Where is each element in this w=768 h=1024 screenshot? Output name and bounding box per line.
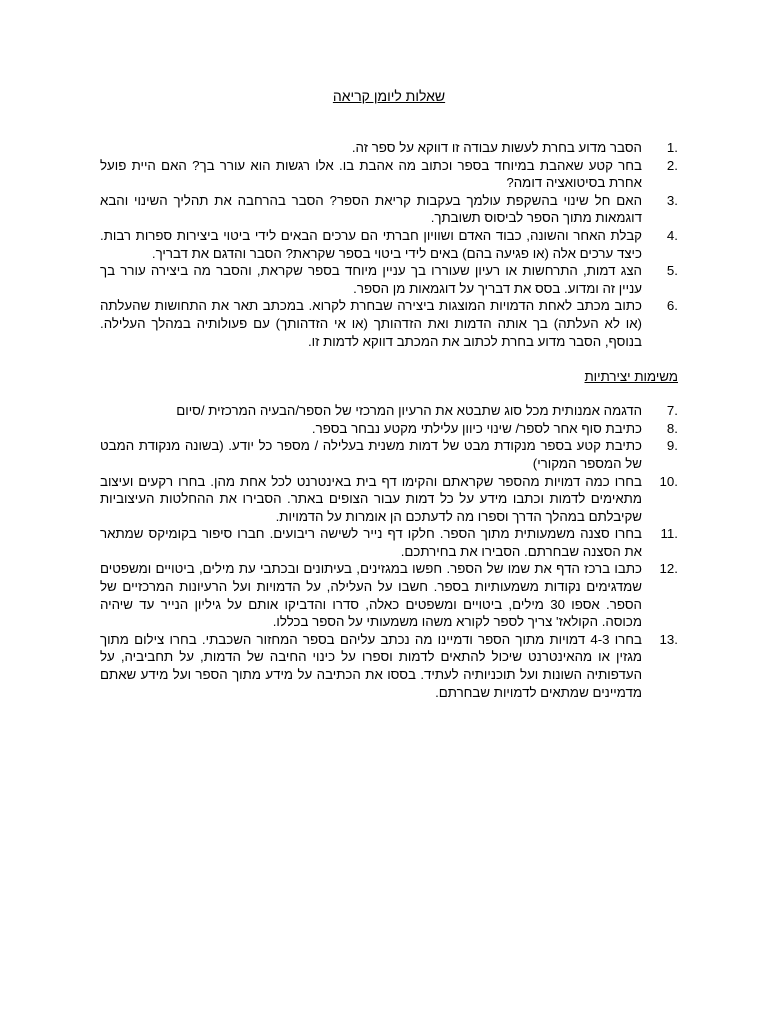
item-number: .4 [666,227,678,243]
list-item [100,420,678,438]
item-number: .10 [659,473,678,489]
list-item [100,192,678,227]
item-text: בחר קטע שאהבת במיוחד בספר וכתוב מה אהבת בו. אלו רגשות הוא עורר בך? האם היית פועל אחרת בסיטואציה דומה? [100,157,642,191]
list-item [100,437,678,472]
list-item [100,560,678,630]
item-text: קבלת האחר והשונה, כבוד האדם ושוויון חברתי הם ערכים הבאים לידי ביטוי ביצירות ספרות רבות. כיצד ערכים אלה (או פגיעה בהם) באים לידי ביטוי בספר שקראת? הסבר והדגם את דבריך. [100,227,642,261]
item-text: האם חל שינוי בהשקפת עולמך בעקבות קריאת הספר? הסבר בהרחבה את תהליך השינוי והבא דוגמאות מתוך הספר לביסוס תשובתך. [100,192,642,226]
page-title: שאלות ליומן קריאה [332,88,446,104]
item-number: .1 [666,140,678,155]
item-text: הסבר מדוע בחרת לעשות עבודה זו דווקא על ספר זה. [351,140,642,155]
list-item [100,139,678,157]
list-item [100,262,678,297]
list-item [100,631,678,701]
item-number: .2 [666,157,678,173]
item-number: .11 [660,526,678,542]
list-item [100,297,678,350]
questions-list [100,139,678,350]
item-number: .13 [659,631,678,647]
list-item [100,157,678,192]
item-text: כתבו ברכז הדף את שמו של הספר. חפשו במגזינים, בעיתונים ובכתבי עת מילים, ביטויים ומשפטים שמדגימים נקודות משמעותיות בספר. חשבו על העלילה, על הדמויות ועל הרעיונות המרכזיים של הספר. אספו 30 מילים, ביטויים ומשפטים כאלה, סדרו והדביקו אותם על גיליון הנייר עד שיהיה מכוסה. הקולאז' צריך לספר לקורא משהו משמעותי על הספר בכללו. [100,561,642,630]
item-number: .6 [666,298,678,314]
item-number: .8 [666,420,678,436]
item-text: בחרו 4-3 דמויות מתוך הספר ודמיינו מה נכתב עליהם בספר המחזור השכבתי. בחרו צילום מתוך מגזין או מהאינטרנט שיכול להתאים לדמות וספרו על כינוי החיבה של הדמות, על תחביביה, על העדפותיה השונות ועל תוכניותיה לעתיד. בססו את הכתיבה על מידע מתוך הספר ועל מידע שאתם מדמיינים שמתאים לדמויות שבחרתם. [100,631,642,700]
item-text: הדגמה אמנותית מכל סוג שתבטא את הרעיון המרכזי של הספר/הבעיה המרכזית /סיום [176,403,642,419]
item-text: כתיבת סוף אחר לספר/ שינוי כיוון עלילתי מקטע נבחר בספר. [311,420,642,436]
section-heading-creative-tasks: משימות יצירתיות [584,369,678,385]
list-item [100,525,678,560]
item-text: בחרו כמה דמויות מהספר שקראתם והקימו דף בית באינטרנט לכל אחת מהן. בחרו רקעים ועיצוב מתאימים לדמות וכתבו מידע על כל דמות עבור הצופים באתר. הסבירו את ההחלטות העיצוביות שקיבלתם במהלך הדרך וספרו מה לדעתכם הן אומרות על הדמויות. [100,473,642,524]
item-text: כתוב מכתב לאחת הדמויות המוצגות ביצירה שבחרת לקרוא. במכתב תאר את התחושות שהעלתה (או לא העלתה) בך אותה הדמות ואת הזדהותך (או אי הזדהותך) עם פעולותיה במהלך העלילה. בנוסף, הסבר מדוע בחרת לכתוב את המכתב דווקא לדמות זו. [100,298,642,349]
item-number: .9 [666,438,678,454]
item-text: בחרו סצנה משמעותית מתוך הספר. חלקו דף נייר לשישה ריבועים. חברו סיפור בקומיקס שמתאר את הסצנה שבחרתם. הסבירו את בחירתכם. [100,526,642,559]
item-number: .5 [666,263,678,279]
item-text: הצג דמות, התרחשות או רעיון שעוררו בך עניין מיוחד בספר שקראת, והסבר מה ביצירה עורר בך עניין זה ומדוע. בסס את דבריך על דוגמאות מן הספר. [100,263,642,296]
list-item [100,227,678,262]
tasks-list [100,402,678,701]
item-number: .3 [666,192,678,208]
item-text: כתיבת קטע בספר מנקודת מבט של דמות משנית בעלילה / מספר כל יודע. (בשונה מנקודת המבט של המספר המקורי) [100,438,642,471]
list-item [100,402,678,420]
document-page [100,86,678,701]
item-number: .7 [666,403,678,419]
item-number: .12 [659,561,678,577]
list-item [100,473,678,526]
